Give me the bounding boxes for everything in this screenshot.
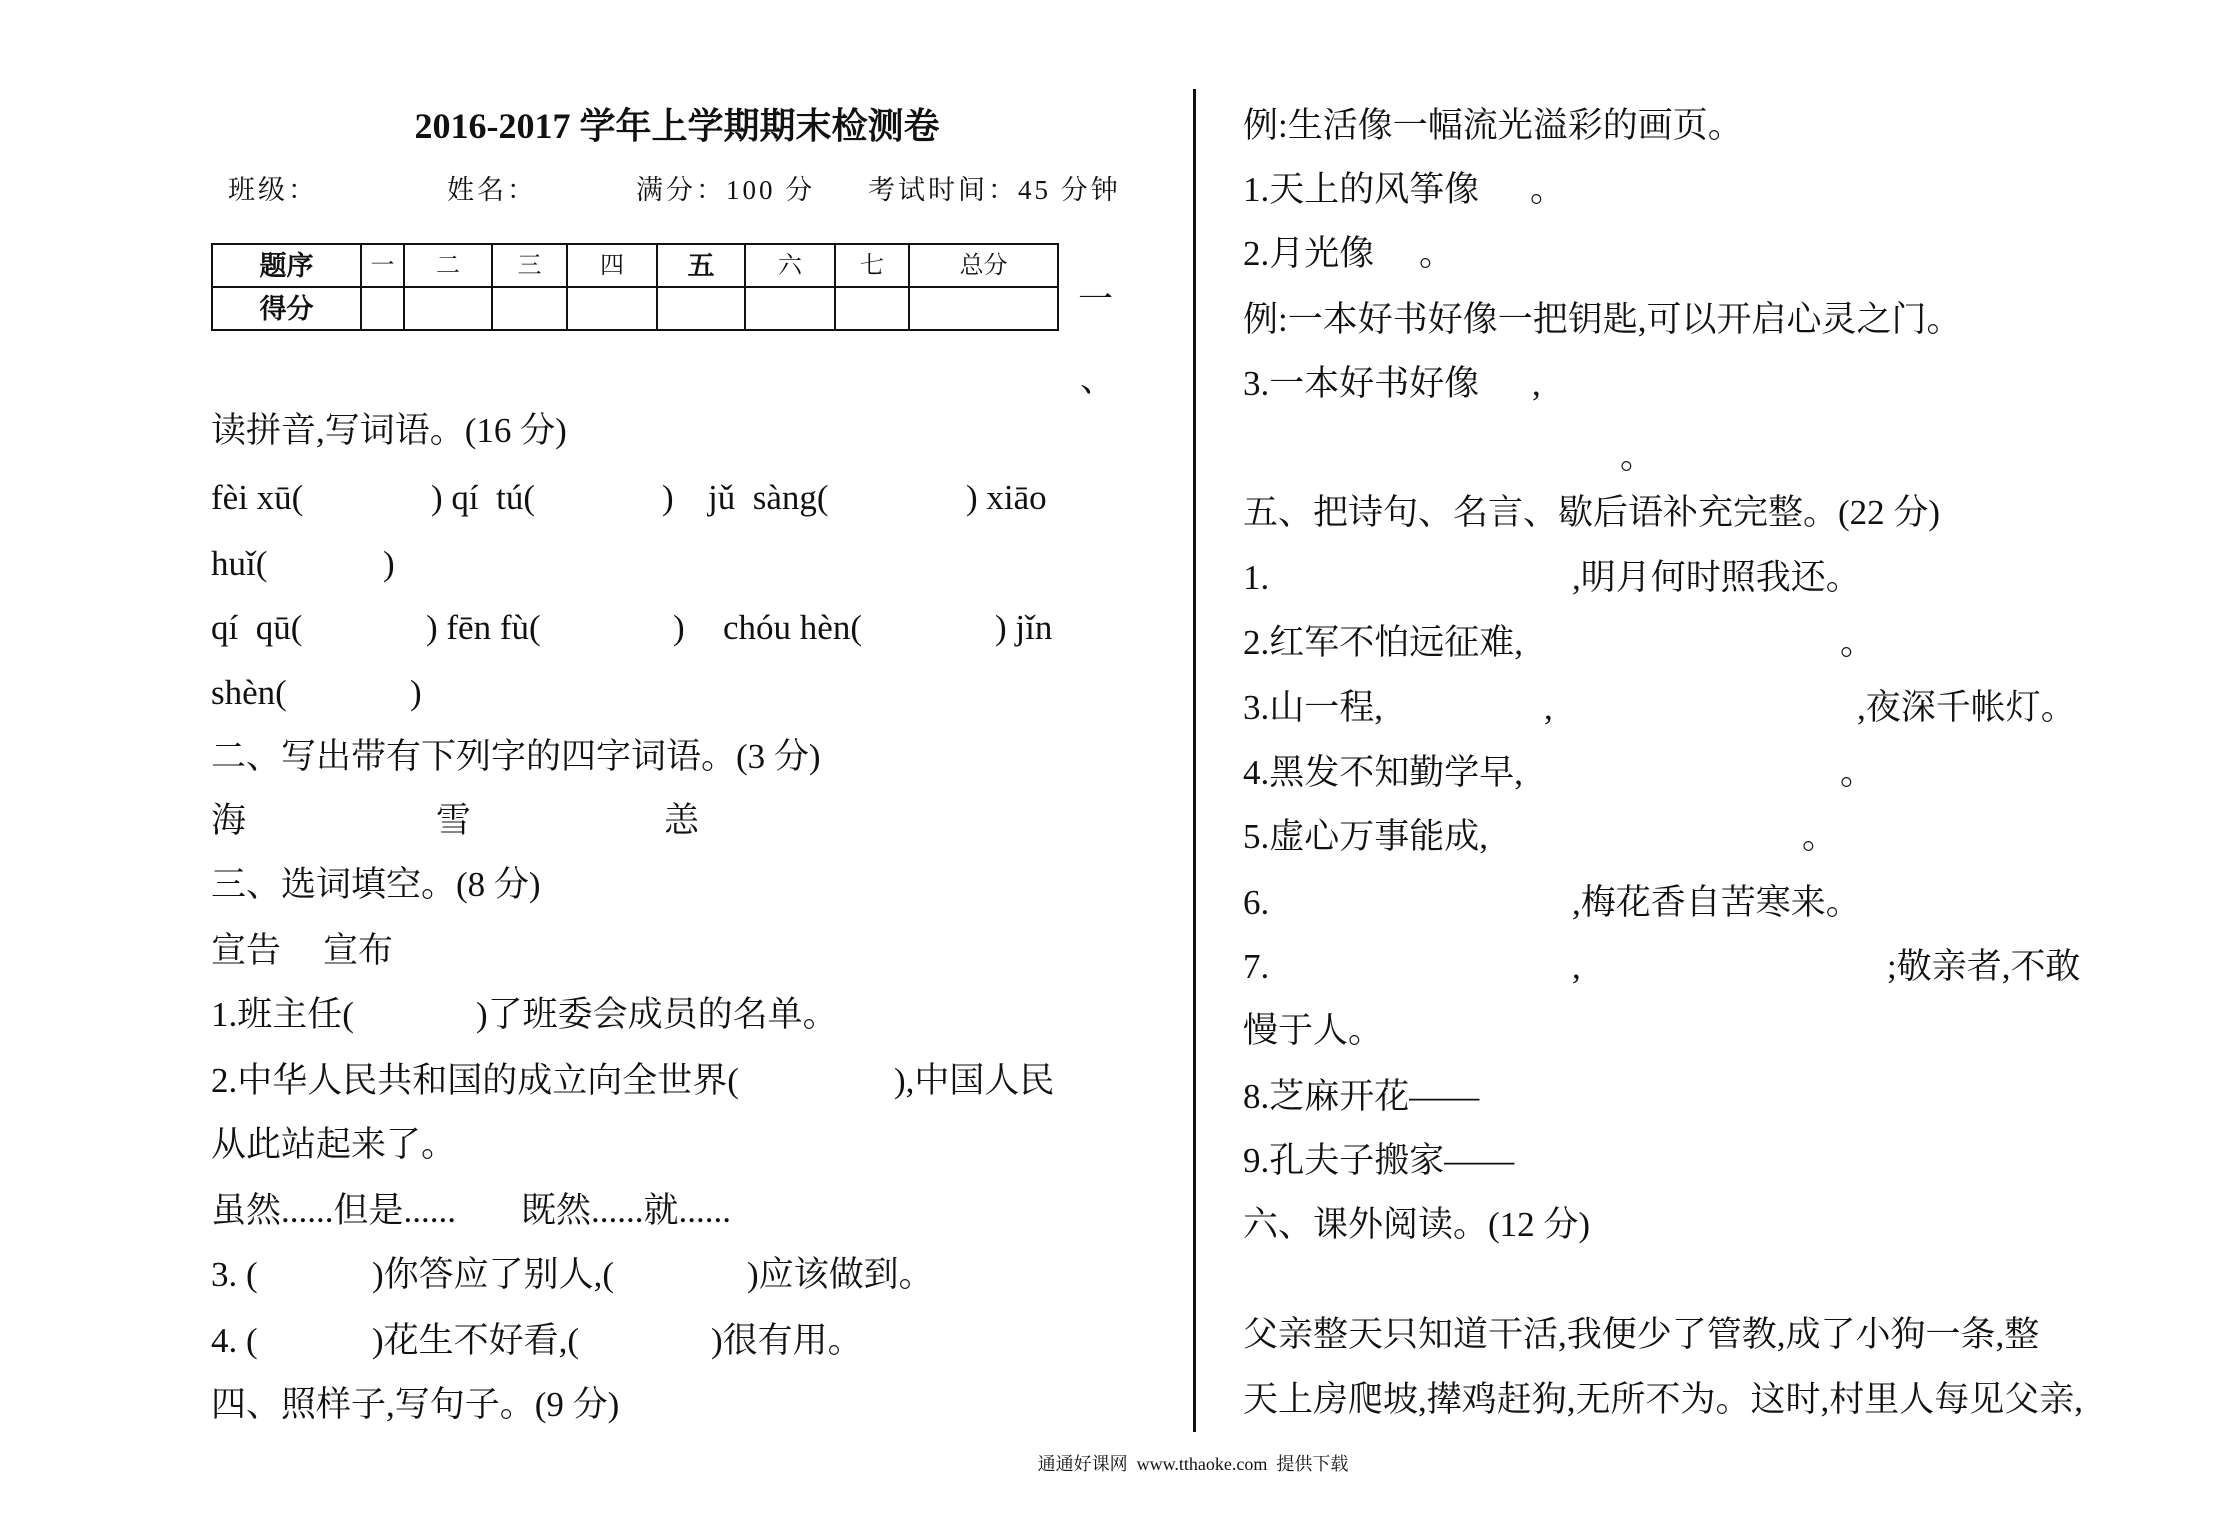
pinyin-segment: ) jǐn xyxy=(995,608,1053,647)
poem-segment: 1. xyxy=(1243,558,1270,597)
poem-segment: 。 xyxy=(1840,753,1876,792)
sentence-segment: )你答应了别人,( xyxy=(372,1255,615,1294)
poem-segment: ,梅花香自苦寒来。 xyxy=(1572,883,1861,922)
score-cell xyxy=(657,287,745,330)
score-cell xyxy=(745,287,835,330)
reading-passage-line: 父亲整天只知道干活,我便少了管教,成了小狗一条,整 xyxy=(1243,1315,2040,1354)
pinyin-segment: ) xyxy=(673,608,685,647)
xiehouyu-item: 9.孔夫子搬家—— xyxy=(1243,1141,1515,1180)
poem-segment: ;敬亲者,不敢 xyxy=(1887,947,2081,986)
word-choice: 宣布 xyxy=(323,931,394,970)
score-cell xyxy=(567,287,657,330)
score-cell xyxy=(404,287,492,330)
sentence-segment: 。 xyxy=(1530,170,1566,209)
pinyin-segment: ) xyxy=(662,478,674,517)
score-table xyxy=(211,243,1059,331)
score-table-header: 五 xyxy=(657,244,745,287)
score-table-header: 题序 xyxy=(212,244,361,287)
section2-char: 雪 xyxy=(436,801,472,840)
poem-segment: 。 xyxy=(1840,623,1876,662)
poem-segment: 4.黑发不知勤学早, xyxy=(1243,753,1524,792)
sentence-segment: )花生不好看,( xyxy=(372,1321,580,1360)
section1-title: 读拼音,写词语。(16 分) xyxy=(211,411,567,450)
pinyin-segment: ) fēn fù( xyxy=(426,608,541,647)
section3-title: 三、选词填空。(8 分) xyxy=(211,865,541,904)
word-choice: 宣告 xyxy=(211,931,282,970)
page-footer: 通通好课网 www.tthaoke.com 提供下载 xyxy=(1037,1454,1349,1474)
word-choice: 虽然......但是...... xyxy=(211,1191,457,1230)
score-table-header-row xyxy=(212,244,1058,287)
pinyin-segment: qí qū( xyxy=(211,608,303,647)
sentence-segment: )应该做到。 xyxy=(747,1255,934,1294)
section4-title: 四、照样子,写句子。(9 分) xyxy=(211,1385,620,1424)
section1-number: 一 xyxy=(1078,280,1114,319)
example-sentence: 例:一本好书好像一把钥匙,可以开启心灵之门。 xyxy=(1243,300,1962,339)
poem-segment: 3.山一程, xyxy=(1243,688,1384,727)
sentence-segment: )很有用。 xyxy=(711,1321,863,1360)
reading-passage-line: 天上房爬坡,撵鸡赶狗,无所不为。这时,村里人每见父亲, xyxy=(1243,1380,2084,1419)
section2-char: 恙 xyxy=(664,801,700,840)
poem-segment: , xyxy=(1544,688,1553,727)
score-table-header: 三 xyxy=(492,244,567,287)
sentence-segment: 1.班主任( xyxy=(211,995,354,1034)
poem-segment: 6. xyxy=(1243,883,1270,922)
pinyin-segment: ) qí tú( xyxy=(431,478,536,517)
sentence-segment: 4. ( xyxy=(211,1321,258,1360)
column-divider xyxy=(1193,89,1196,1432)
example-sentence: 例:生活像一幅流光溢彩的画页。 xyxy=(1243,106,1743,145)
score-table-header: 七 xyxy=(835,244,909,287)
score-table-score-row xyxy=(212,287,1058,330)
poem-segment: 7. xyxy=(1243,947,1270,986)
score-row-label: 得分 xyxy=(212,287,361,330)
poem-segment: , xyxy=(1572,947,1581,986)
score-table-header: 一 xyxy=(361,244,404,287)
word-choice: 既然......就...... xyxy=(521,1191,732,1230)
pinyin-segment: ) xyxy=(383,544,395,583)
class-label: 班级： xyxy=(228,175,318,205)
sentence-segment: 1.天上的风筝像 xyxy=(1243,170,1480,209)
section1-number-mark: 、 xyxy=(1080,360,1116,399)
exam-time: 考试时间：45 分钟 xyxy=(868,175,1121,205)
sentence-segment: 2.月光像 xyxy=(1243,234,1375,273)
name-label: 姓名： xyxy=(447,175,537,205)
full-score: 满分：100 分 xyxy=(636,175,816,205)
poem-segment: 2.红军不怕远征难, xyxy=(1243,623,1524,662)
poem-segment: 5.虚心万事能成, xyxy=(1243,817,1489,856)
sentence-segment: 3.一本好书好像 xyxy=(1243,364,1480,403)
pinyin-segment: ) xiāo xyxy=(966,478,1047,517)
xiehouyu-item: 8.芝麻开花—— xyxy=(1243,1077,1480,1116)
section6-title: 六、课外阅读。(12 分) xyxy=(1243,1205,1591,1244)
section5-title: 五、把诗句、名言、歇后语补充完整。(22 分) xyxy=(1243,493,1941,532)
poem-segment: ,夜深千帐灯。 xyxy=(1857,688,2076,727)
score-table-header: 二 xyxy=(404,244,492,287)
sentence-segment: 2.中华人民共和国的成立向全世界( xyxy=(211,1061,739,1100)
sentence-continuation: 从此站起来了。 xyxy=(211,1125,457,1164)
sentence-segment: 。 xyxy=(1419,234,1455,273)
score-table-header: 总分 xyxy=(909,244,1058,287)
pinyin-segment: huǐ( xyxy=(211,544,268,583)
score-cell xyxy=(909,287,1058,330)
pinyin-segment: ) xyxy=(410,673,422,712)
pinyin-segment: jǔ sàng( xyxy=(708,478,829,517)
score-cell xyxy=(835,287,909,330)
section2-title: 二、写出带有下列字的四字词语。(3 分) xyxy=(211,737,821,776)
sentence-segment: 3. ( xyxy=(211,1255,258,1294)
poem-segment: 。 xyxy=(1802,817,1838,856)
score-table-header: 四 xyxy=(567,244,657,287)
score-cell xyxy=(492,287,567,330)
sentence-segment: ),中国人民 xyxy=(894,1061,1055,1100)
sentence-segment: )了班委会成员的名单。 xyxy=(476,995,838,1034)
poem-continuation: 慢于人。 xyxy=(1243,1011,1384,1050)
sentence-segment: 。 xyxy=(1620,437,1656,476)
poem-segment: ,明月何时照我还。 xyxy=(1572,558,1861,597)
score-cell xyxy=(361,287,404,330)
score-table-header: 六 xyxy=(745,244,835,287)
sentence-segment: , xyxy=(1532,364,1541,403)
exam-title: 2016-2017 学年上学期期末检测卷 xyxy=(414,106,940,146)
pinyin-segment: fèi xū( xyxy=(211,478,304,517)
pinyin-segment: chóu hèn( xyxy=(723,608,862,647)
pinyin-segment: shèn( xyxy=(211,673,287,712)
section2-char: 海 xyxy=(211,801,247,840)
